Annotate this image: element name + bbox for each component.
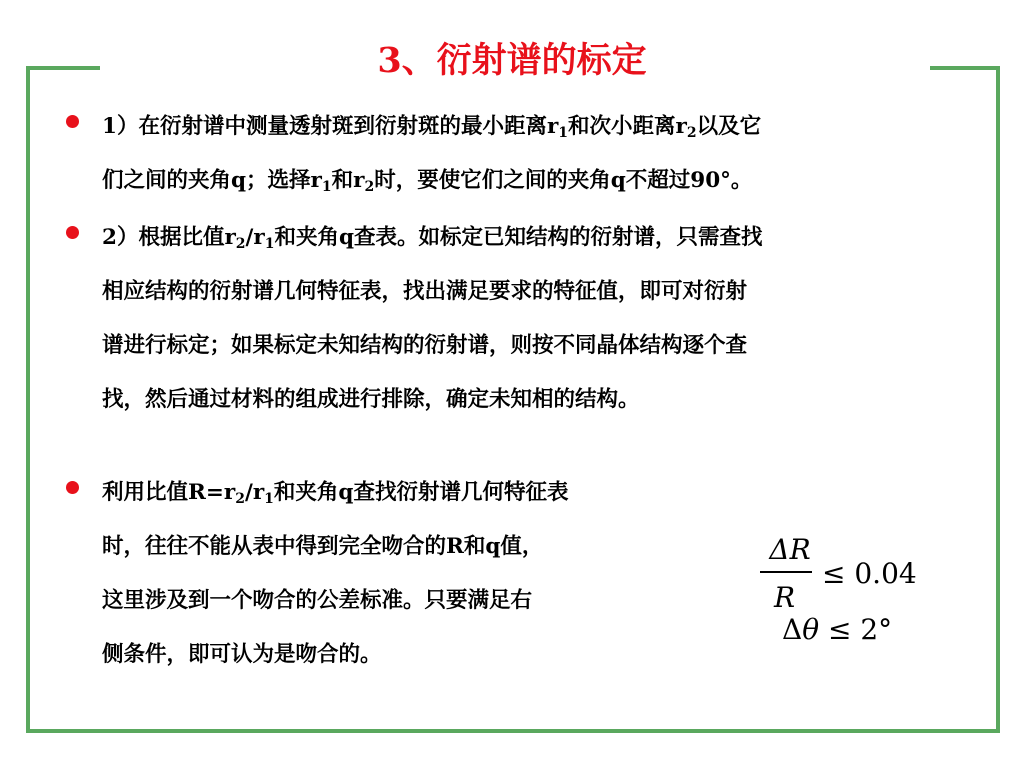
ratio-inequality: ≤ 0.04: [822, 557, 917, 590]
text-run: 和夹角q查找衍射谱几何特征表: [273, 480, 569, 505]
text-run: 利用比值R=r: [102, 480, 236, 505]
fraction: [768, 533, 812, 567]
text-run: 和r: [331, 168, 365, 193]
text-run: 们之间的夹角q；选择r: [102, 168, 322, 193]
text-run: 以及它: [696, 114, 762, 139]
subscript: 2: [235, 236, 246, 252]
bullet-3-text: [102, 466, 568, 682]
subscript: 2: [235, 491, 245, 507]
bullet-3-line-1: [102, 466, 568, 520]
bullet-2-line-1: [102, 211, 763, 265]
text-run: /r: [245, 225, 265, 250]
fraction-numerator: ΔR: [769, 533, 811, 566]
slide-title: 3、衍射谱的标定: [377, 40, 647, 81]
bullet-3-line-3: 这里涉及到一个吻合的公差标准。只要满足右: [102, 588, 533, 613]
text-run: 和夹角q查表。如标定已知结构的衍射谱，只需查找: [274, 225, 763, 250]
subscript: 1: [264, 491, 274, 507]
subscript: 1: [321, 179, 332, 195]
text-run: 1）在衍射谱中测量透射斑到衍射斑的最小距离r: [102, 114, 559, 139]
bullet-2-text: [102, 211, 763, 427]
angle-inequality: Δθ ≤ 2°: [782, 613, 893, 646]
bullet-3-line-2: 时，往往不能从表中得到完全吻合的R和q值，: [102, 534, 544, 559]
bullet-1-text: [102, 100, 761, 208]
fraction-bar: [760, 571, 812, 573]
bullet-3-line-4: 侧条件，即可认为是吻合的。: [102, 642, 382, 667]
text-run: 和次小距离r: [568, 114, 687, 139]
bullet-dot-icon: [66, 226, 79, 239]
text-run: /r: [244, 480, 265, 505]
subscript: 1: [558, 125, 569, 141]
text-run: 2）根据比值r: [102, 225, 236, 250]
subscript: 2: [686, 125, 697, 141]
subscript: 1: [264, 236, 275, 252]
bullet-1-line-2: [102, 154, 761, 208]
bullet-2-line-3: 谱进行标定；如果标定未知结构的衍射谱，则按不同晶体结构逐个查: [102, 333, 748, 358]
bullet-2-line-4: 找，然后通过材料的组成进行排除，确定未知相的结构。: [102, 387, 640, 412]
bullet-2-line-2: 相应结构的衍射谱几何特征表，找出满足要求的特征值，即可对衍射: [102, 279, 748, 304]
bullet-dot-icon: [66, 481, 79, 494]
bullet-dot-icon: [66, 115, 79, 128]
text-run: 时，要使它们之间的夹角q不超过90°。: [374, 168, 753, 193]
fraction-denominator: R: [774, 581, 796, 614]
bullet-1-line-1: [102, 100, 761, 154]
subscript: 2: [364, 179, 375, 195]
